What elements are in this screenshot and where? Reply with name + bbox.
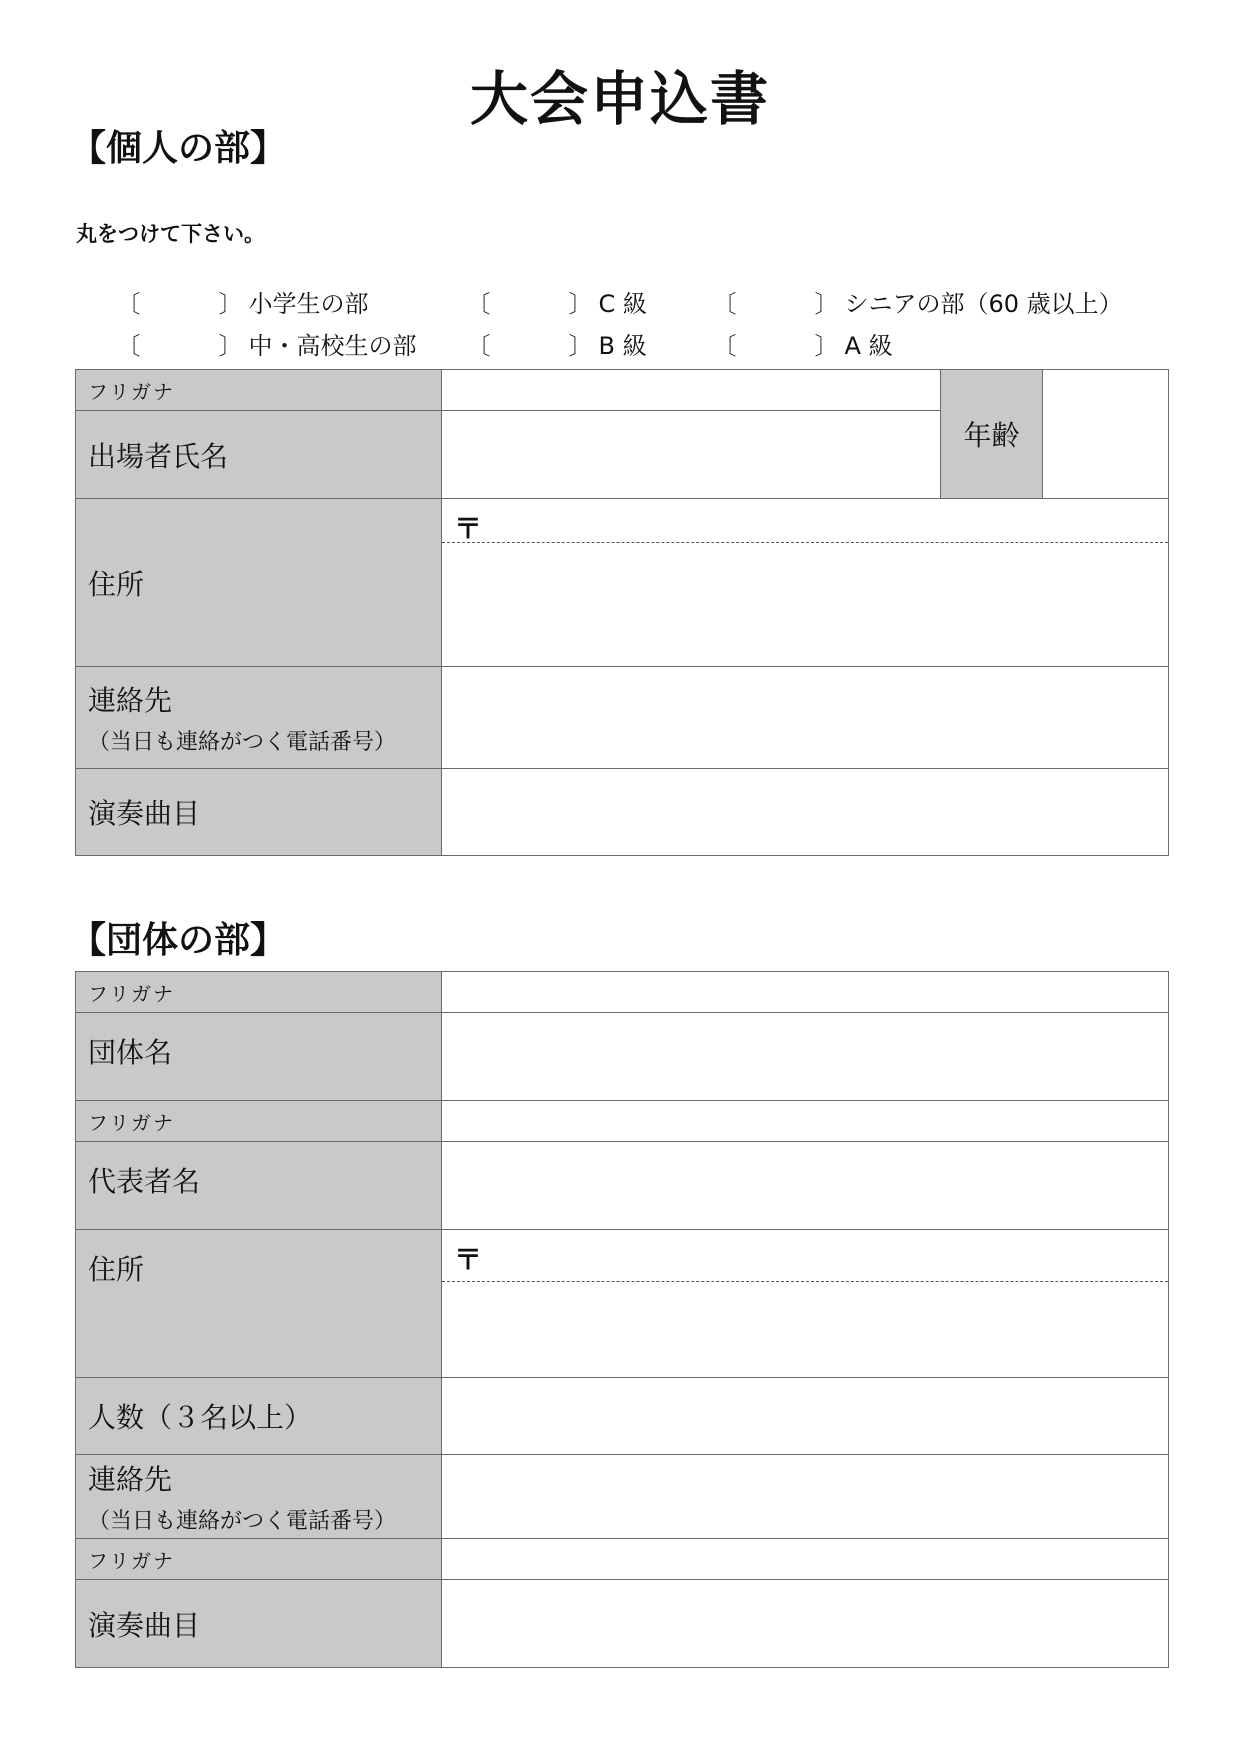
bracket-close: 〕: [814, 332, 839, 360]
representative-field[interactable]: [442, 1142, 1169, 1230]
members-field[interactable]: [442, 1378, 1169, 1455]
bracket-open: 〔: [712, 290, 737, 318]
group-name-furigana-field[interactable]: [442, 972, 1169, 1013]
individual-section-heading: 【個人の部】: [70, 128, 287, 169]
contact-note: （当日も連絡がつく電話番号）: [88, 1509, 397, 1534]
bracket-open: 〔: [116, 290, 141, 318]
age-label: 年齢: [941, 370, 1043, 499]
contact-note: （当日も連絡がつく電話番号）: [88, 730, 397, 755]
group-name-field[interactable]: [442, 1013, 1169, 1101]
option-label: B 級: [598, 332, 647, 360]
bracket-close: 〕: [218, 332, 243, 360]
option-label: A 級: [844, 332, 893, 360]
instruction-text: 丸をつけて下さい。: [76, 222, 265, 246]
bracket-close: 〕: [568, 332, 593, 360]
group-piece-field[interactable]: [442, 1580, 1169, 1668]
contact-label: [76, 667, 442, 769]
individual-form-table: [75, 369, 1169, 856]
name-furigana-field[interactable]: [442, 370, 941, 411]
bracket-close: 〕: [814, 290, 839, 318]
group-section-heading: 【団体の部】: [70, 920, 287, 961]
address-label: 住所: [76, 499, 442, 667]
furigana-label: フリガナ: [76, 1539, 442, 1580]
contact-label-text: 連絡先: [88, 684, 173, 717]
group-address-label: 住所: [76, 1230, 442, 1378]
bracket-close: 〕: [218, 290, 243, 318]
participant-name-field[interactable]: [442, 411, 941, 499]
option-label: C 級: [598, 290, 647, 318]
option-label: シニアの部（60 歳以上）: [844, 290, 1123, 318]
option-label: 中・高校生の部: [248, 332, 417, 360]
furigana-label: フリガナ: [76, 370, 442, 411]
postal-mark: 〒: [442, 1230, 1168, 1282]
piece-field[interactable]: [442, 769, 1169, 856]
bracket-open: 〔: [466, 332, 491, 360]
page-title: 大会申込書: [469, 65, 770, 133]
group-contact-label: [76, 1455, 442, 1539]
bracket-open: 〔: [466, 290, 491, 318]
piece-label: 演奏曲目: [76, 769, 442, 856]
representative-furigana-field[interactable]: [442, 1101, 1169, 1142]
bracket-open: 〔: [712, 332, 737, 360]
members-label: 人数（３名以上）: [76, 1378, 442, 1455]
option-label: 小学生の部: [248, 290, 369, 318]
group-address-field[interactable]: [442, 1230, 1169, 1378]
furigana-label: フリガナ: [76, 972, 442, 1013]
piece-furigana-field[interactable]: [442, 1539, 1169, 1580]
group-name-label: 団体名: [76, 1013, 442, 1101]
group-form-table: [75, 971, 1169, 1668]
bracket-close: 〕: [568, 290, 593, 318]
furigana-label: フリガナ: [76, 1101, 442, 1142]
representative-label: 代表者名: [76, 1142, 442, 1230]
postal-mark: 〒: [442, 499, 1168, 543]
participant-name-label: 出場者氏名: [76, 411, 442, 499]
bracket-open: 〔: [116, 332, 141, 360]
contact-label-text: 連絡先: [88, 1463, 173, 1496]
age-field[interactable]: [1043, 370, 1169, 499]
group-contact-field[interactable]: [442, 1455, 1169, 1539]
address-field[interactable]: [442, 499, 1169, 667]
group-piece-label: 演奏曲目: [76, 1580, 442, 1668]
contact-field[interactable]: [442, 667, 1169, 769]
